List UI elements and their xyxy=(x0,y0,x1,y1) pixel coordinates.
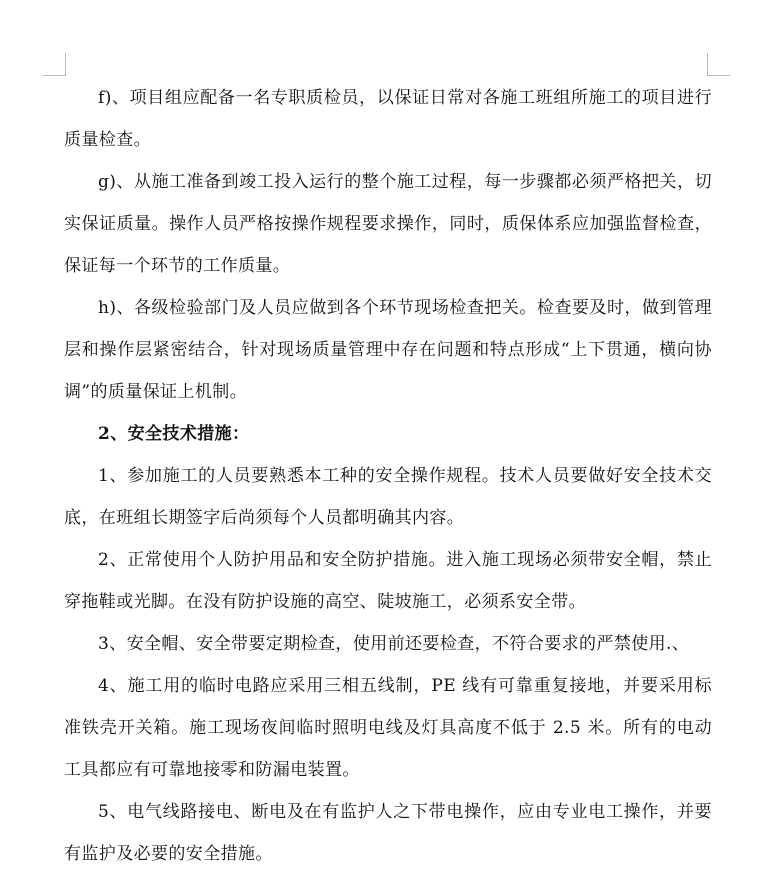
top-left-margin-marker xyxy=(43,53,66,76)
top-right-margin-marker xyxy=(707,53,730,76)
paragraph-h: h)、各级检验部门及人员应做到各个环节现场检查把关。检查要及时，做到管理层和操作层紧密结合，针对现场质量管理中存在问题和特点形成“上下贯通，横向协调”的质量保证上机制。 xyxy=(64,298,712,402)
document-body[interactable] xyxy=(64,77,712,875)
safety-item-3: 3、安全帽、安全带要定期检查，使用前还要检查，不符合要求的严禁使用.、 xyxy=(98,634,690,654)
section-heading: 2、安全技术措施： xyxy=(98,424,250,444)
safety-item-5: 5、电气线路接电、断电及在有监护人之下带电操作，应由专业电工操作，并要有监护及必要的安全措施。 xyxy=(64,802,712,864)
safety-item-2: 2、正常使用个人防护用品和安全防护措施。进入施工现场必须带安全帽，禁止穿拖鞋或光脚。在没有防护设施的高空、陡坡施工，必须系安全带。 xyxy=(64,550,712,612)
safety-item-1: 1、参加施工的人员要熟悉本工种的安全操作规程。技术人员要做好安全技术交底，在班组长期签字后尚须每个人员都明确其内容。 xyxy=(64,466,712,528)
paragraph-f: f)、项目组应配备一名专职质检员，以保证日常对各施工班组所施工的项目进行质量检查。 xyxy=(64,88,712,150)
paragraph-g: g)、从施工准备到竣工投入运行的整个施工过程，每一步骤都必须严格把关，切实保证质量。操作人员严格按操作规程要求操作，同时，质保体系应加强监督检查，保证每一个环节的工作质量。 xyxy=(64,172,712,276)
safety-item-4: 4、施工用的临时电路应采用三相五线制，PE 线有可靠重复接地，并要采用标准铁壳开关箱。施工现场夜间临时照明电线及灯具高度不低于 2.5 米。所有的电动工具都应有可靠地接零和防漏电装置。 xyxy=(64,676,712,780)
